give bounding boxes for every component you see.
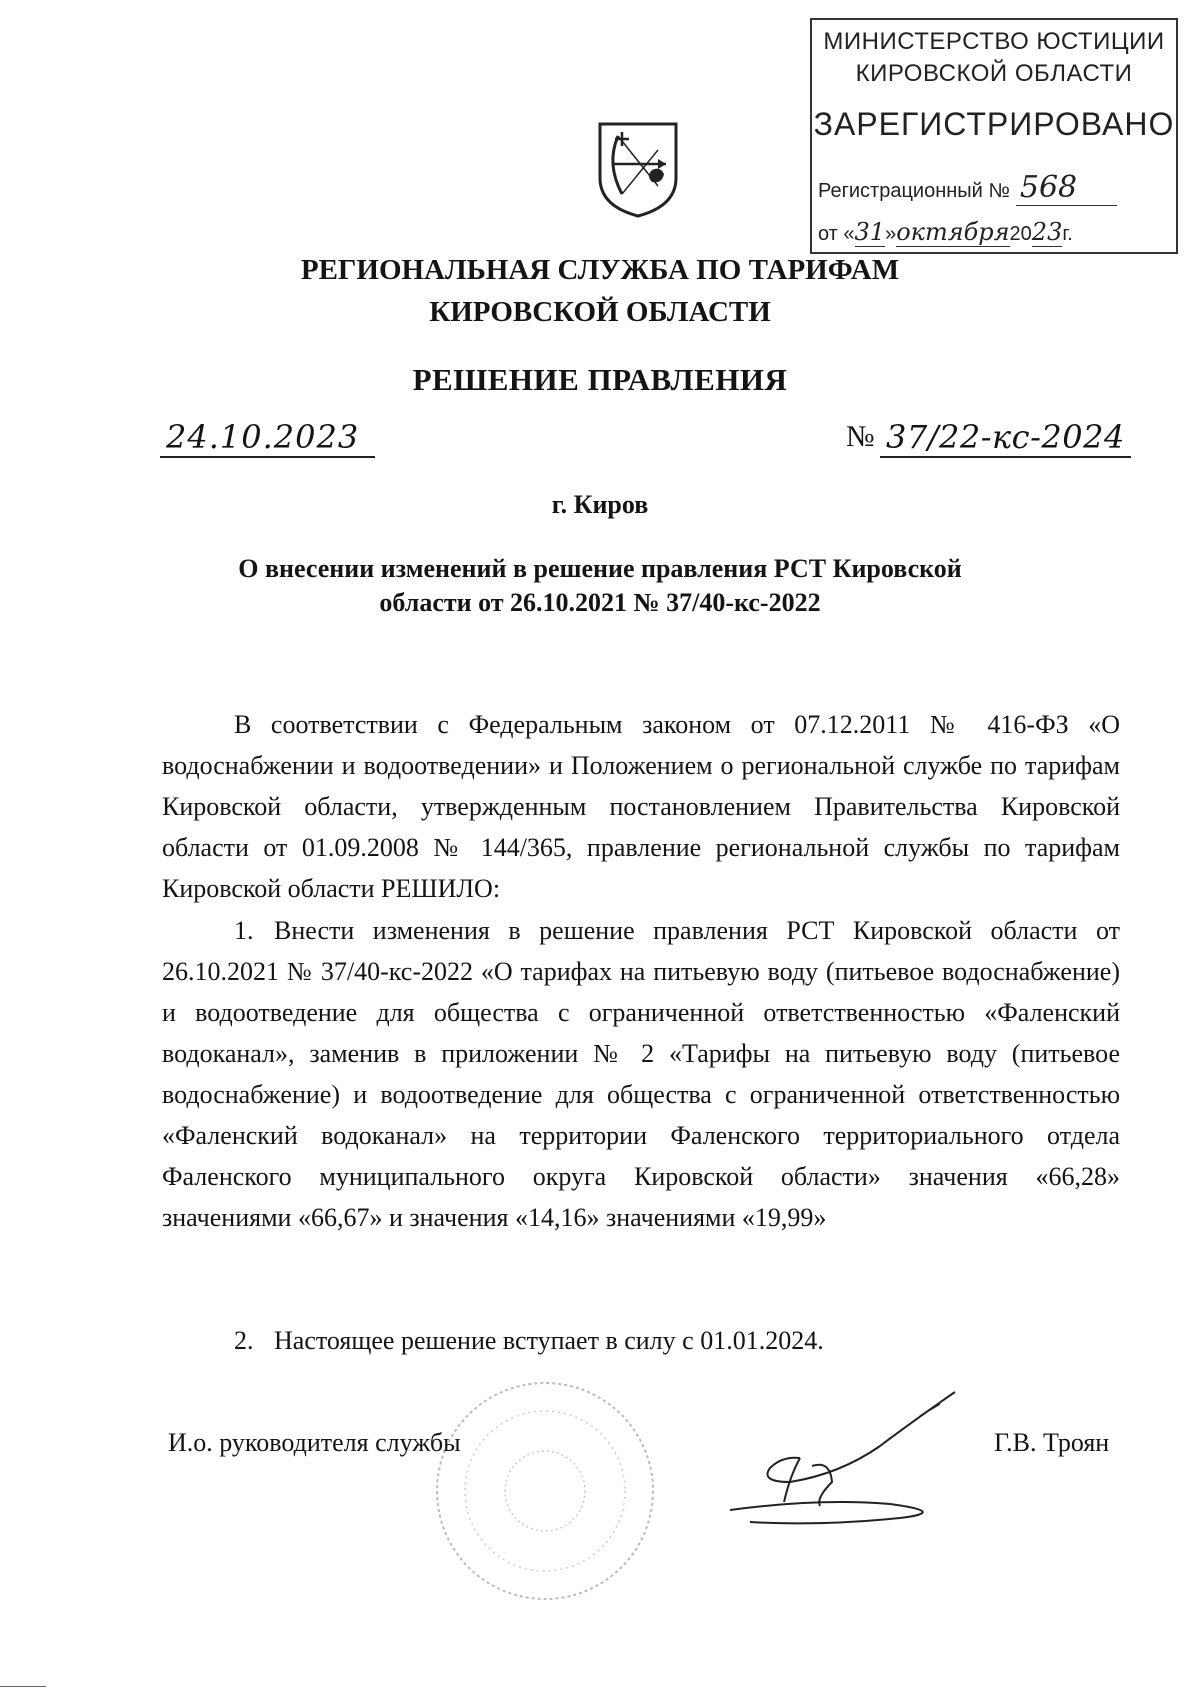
stamp-date-mid: »: [885, 223, 897, 245]
registration-stamp: [810, 18, 1178, 254]
stamp-date-suffix: г.: [1062, 223, 1073, 245]
footer-mark: [0, 1686, 46, 1687]
stamp-date-month: октября: [896, 218, 1010, 246]
stamp-region: КИРОВСКОЙ ОБЛАСТИ: [855, 60, 1133, 87]
stamp-reg-label: Регистрационный №: [818, 180, 1010, 202]
stamp-registered: ЗАРЕГИСТРИРОВАНО: [813, 106, 1175, 142]
signer-position: И.о. руководителя службы: [168, 1428, 461, 1457]
org-name-line1: РЕГИОНАЛЬНАЯ СЛУЖБА ПО ТАРИФАМ: [300, 254, 900, 286]
document-title: РЕШЕНИЕ ПРАВЛЕНИЯ: [412, 362, 788, 397]
item-1-number: 1.: [234, 916, 254, 945]
item-2: [162, 1320, 1120, 1361]
signer-name: Г.В. Троян: [994, 1428, 1110, 1457]
stamp-date-prefix: от «: [818, 223, 855, 245]
paragraph-preamble: В соответствии с Федеральным законом от 07.12.2011 № 416-ФЗ «О водоснабжении и водоотведении» и Положением о региональной службе по тарифам Кировской области, утвержденным постановлением Правительства Кировской области от 01.09.2008 № 144/365, правление региональной службы по тарифам Кировской области РЕШИЛО:: [162, 710, 1120, 903]
item-2-number: 2.: [234, 1326, 254, 1355]
item-1: [162, 910, 1120, 1238]
item-2-text: Настоящее решение вступает в силу с 01.01.2024.: [274, 1326, 824, 1355]
handwritten-date: 24.10.2023: [160, 418, 375, 458]
org-name-line2: КИРОВСКОЙ ОБЛАСТИ: [429, 296, 771, 328]
stamp-reg-number: 568: [1016, 170, 1117, 206]
stamp-date-row: [818, 218, 1073, 246]
stamp-date-day: 31: [854, 218, 886, 246]
stamp-date-year-prefix: 20: [1009, 223, 1032, 245]
stamp-reg-number-row: [818, 170, 1117, 205]
handwritten-signature: [720, 1386, 970, 1526]
number-label: №: [846, 420, 875, 453]
official-seal: [430, 1376, 660, 1606]
subject-line2: области от 26.10.2021 № 37/40-кс-2022: [379, 588, 821, 617]
stamp-ministry: МИНИСТЕРСТВО ЮСТИЦИИ: [823, 28, 1165, 55]
city: г. Киров: [551, 490, 649, 519]
handwritten-number: 37/22-кс-2024: [880, 418, 1131, 458]
coat-of-arms-icon: [596, 120, 680, 220]
subject-line1: О внесении изменений в решение правления РСТ Кировской: [238, 554, 962, 583]
item-1-text: Внести изменения в решение правления РСТ Кировской области от 26.10.2021 № 37/40-кс-2022 «О тарифах на питьевую воду (питьевое водоснабжение) и водоотведение для общества с ограниченной ответственностью «Фаленский водоканал», заменив в приложении № 2 «Тарифы на питьевую воду (питьевое водоснабжение) и водоотведение для общества с ограниченной ответственностью «Фаленский водоканал» на территории Фаленского территориального отдела Фаленского муниципального округа Кировской области» значения «66,28» значениями «66,67» и значения «14,16» значениями «19,99»: [162, 916, 1120, 1232]
stamp-date-year: 23: [1031, 218, 1063, 246]
